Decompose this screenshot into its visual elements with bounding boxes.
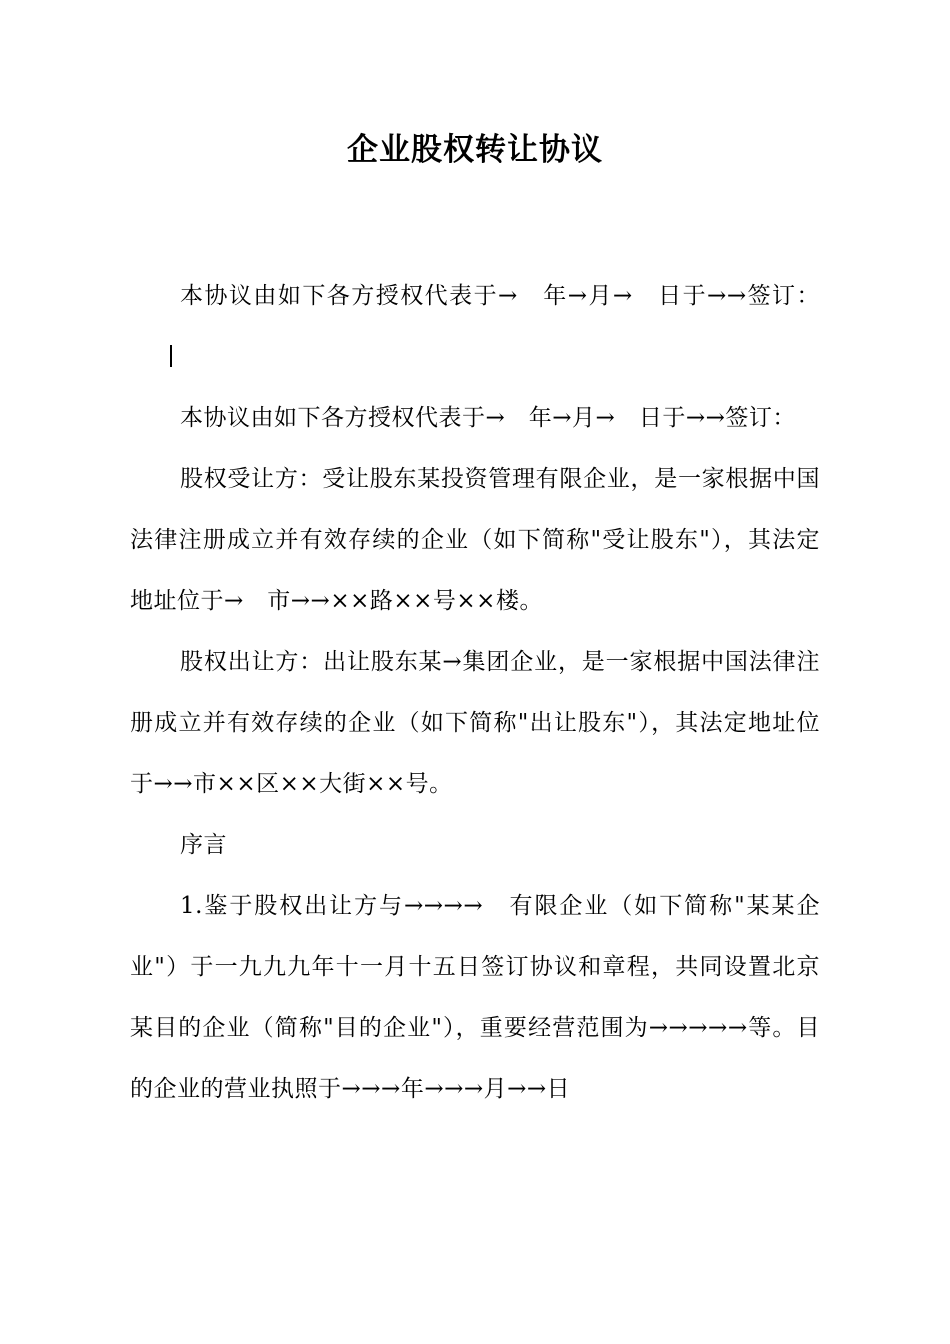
paragraph-signing-1[interactable]: [130, 266, 820, 388]
paragraph-preamble-1: 1.鉴于股权出让方与→→→→ 有限企业（如下简称"某某企业"）于一九九九年十一月十五日签订协议和章程，共同设置北京某目的企业（简称"目的企业"），重要经营范围为→→→→→等。目的企业的营业执照于→→→年→→→月→→日: [130, 893, 820, 1102]
paragraph-transferee: 股权受让方：受让股东某投资管理有限企业，是一家根据中国法律注册成立并有效存续的企业（如下简称"受让股东"），其法定地址位于→ 市→→××路××号××楼。: [130, 466, 820, 614]
paragraph-transferor: 股权出让方：出让股东某→集团企业，是一家根据中国法律注册成立并有效存续的企业（如下简称"出让股东"），其法定地址位于→→市××区××大街××号。: [130, 649, 820, 797]
document-body: [130, 266, 820, 1120]
paragraph-text: 本协议由如下各方授权代表于→ 年→月→ 日于→→签订：: [180, 283, 820, 309]
paragraph-signing-2: 本协议由如下各方授权代表于→ 年→月→ 日于→→签订：: [180, 405, 796, 431]
text-cursor: [170, 345, 172, 367]
section-heading-preamble: 序言: [180, 832, 227, 858]
document-title: 企业股权转让协议: [347, 132, 603, 168]
